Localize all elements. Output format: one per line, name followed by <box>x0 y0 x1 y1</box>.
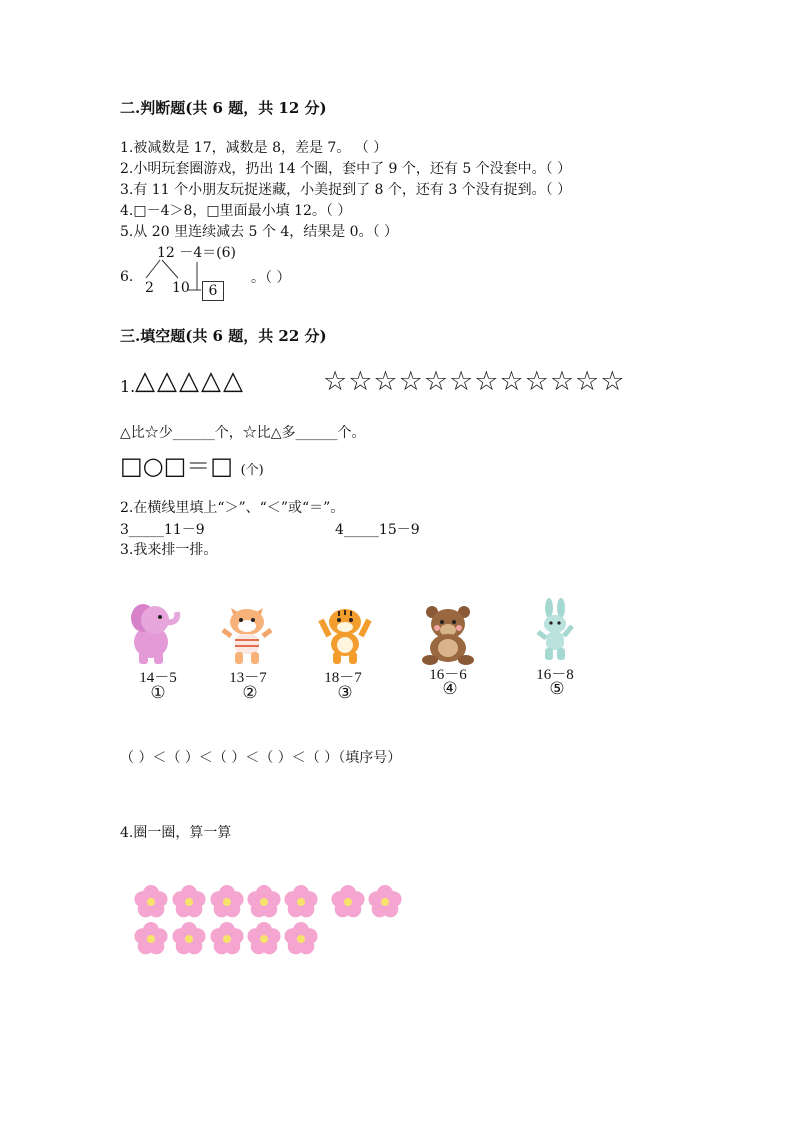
animal-3-num: ③ <box>337 683 353 703</box>
flower-icon <box>208 920 246 958</box>
animal-2-expr: 13－7 <box>229 670 267 686</box>
answer-box: 6 <box>202 281 224 301</box>
flower-icon <box>366 883 404 921</box>
flower-icon <box>245 883 283 921</box>
judge-item-6-equation: 12 －4＝(6) <box>157 245 237 261</box>
bear-icon <box>418 602 478 666</box>
split-left: 2 <box>145 280 154 296</box>
judge-item-4: 4.□－4＞8，□里面最小填 12。（ ） <box>120 203 352 219</box>
flower-icon <box>132 883 170 921</box>
animal-5-num: ⑤ <box>549 679 565 699</box>
animal-2-num: ② <box>242 683 258 703</box>
triangles-row: △△△△△ <box>135 366 245 396</box>
flower-icon <box>282 883 320 921</box>
flower-icon <box>329 883 367 921</box>
flower-icon <box>208 883 246 921</box>
animal-1-expr: 14－5 <box>139 670 177 686</box>
section-2-title: 二.判断题(共 6 题，共 12 分) <box>120 99 327 117</box>
judge-item-2: 2.小明玩套圈游戏，扔出 14 个圈，套中了 9 个，还有 5 个没套中。（ ） <box>120 161 572 177</box>
fill-q2-right: 4_____15－9 <box>335 522 420 538</box>
judge-item-6-suffix: 。（ ） <box>251 270 291 286</box>
judge-item-6-prefix: 6. <box>120 269 134 285</box>
judge-item-5: 5.从 20 里连续减去 5 个 4，结果是 0。（ ） <box>120 224 399 240</box>
fill-q4-title: 4.圈一圈，算一算 <box>120 825 232 841</box>
elephant-icon <box>127 600 183 666</box>
animal-4-num: ④ <box>442 679 458 699</box>
split-right: 10 <box>172 280 190 296</box>
shapes-equation: □○□＝□ <box>120 452 233 480</box>
order-line: （ ）＜（ ）＜（ ）＜（ ）＜（ ）（填序号） <box>120 750 402 766</box>
animal-4-expr: 16－6 <box>429 667 467 683</box>
tiger-icon <box>315 602 375 666</box>
flower-icon <box>282 920 320 958</box>
unit-label: (个) <box>240 463 264 478</box>
fill-q2-title: 2.在横线里填上“＞”、“＜”或“＝”。 <box>120 500 345 516</box>
fill-q2-left: 3_____11－9 <box>120 522 205 538</box>
fill-q1-equation <box>120 446 264 481</box>
flower-icon <box>170 883 208 921</box>
section-3-title: 三.填空题(共 6 题，共 22 分) <box>120 327 327 345</box>
animal-5-expr: 16－8 <box>536 667 574 683</box>
rabbit-icon <box>530 598 580 662</box>
flower-icon <box>245 920 283 958</box>
flower-icon <box>132 920 170 958</box>
animal-1-num: ① <box>150 683 166 703</box>
judge-item-1: 1.被减数是 17，减数是 8，差是 7。 （ ） <box>120 140 388 156</box>
judge-item-3: 3.有 11 个小朋友玩捉迷藏，小美捉到了 8 个，还有 3 个没有捉到。（ ） <box>120 182 572 198</box>
fill-q1-line: △比☆少______个，☆比△多______个。 <box>120 425 366 441</box>
cat-icon <box>217 600 279 666</box>
flower-icon <box>170 920 208 958</box>
fill-q1-label: 1. <box>120 377 136 396</box>
stars-row: ☆☆☆☆☆☆☆☆☆☆☆☆ <box>323 366 626 397</box>
fill-q3-title: 3.我来排一排。 <box>120 542 218 558</box>
animal-3-expr: 18－7 <box>324 670 362 686</box>
